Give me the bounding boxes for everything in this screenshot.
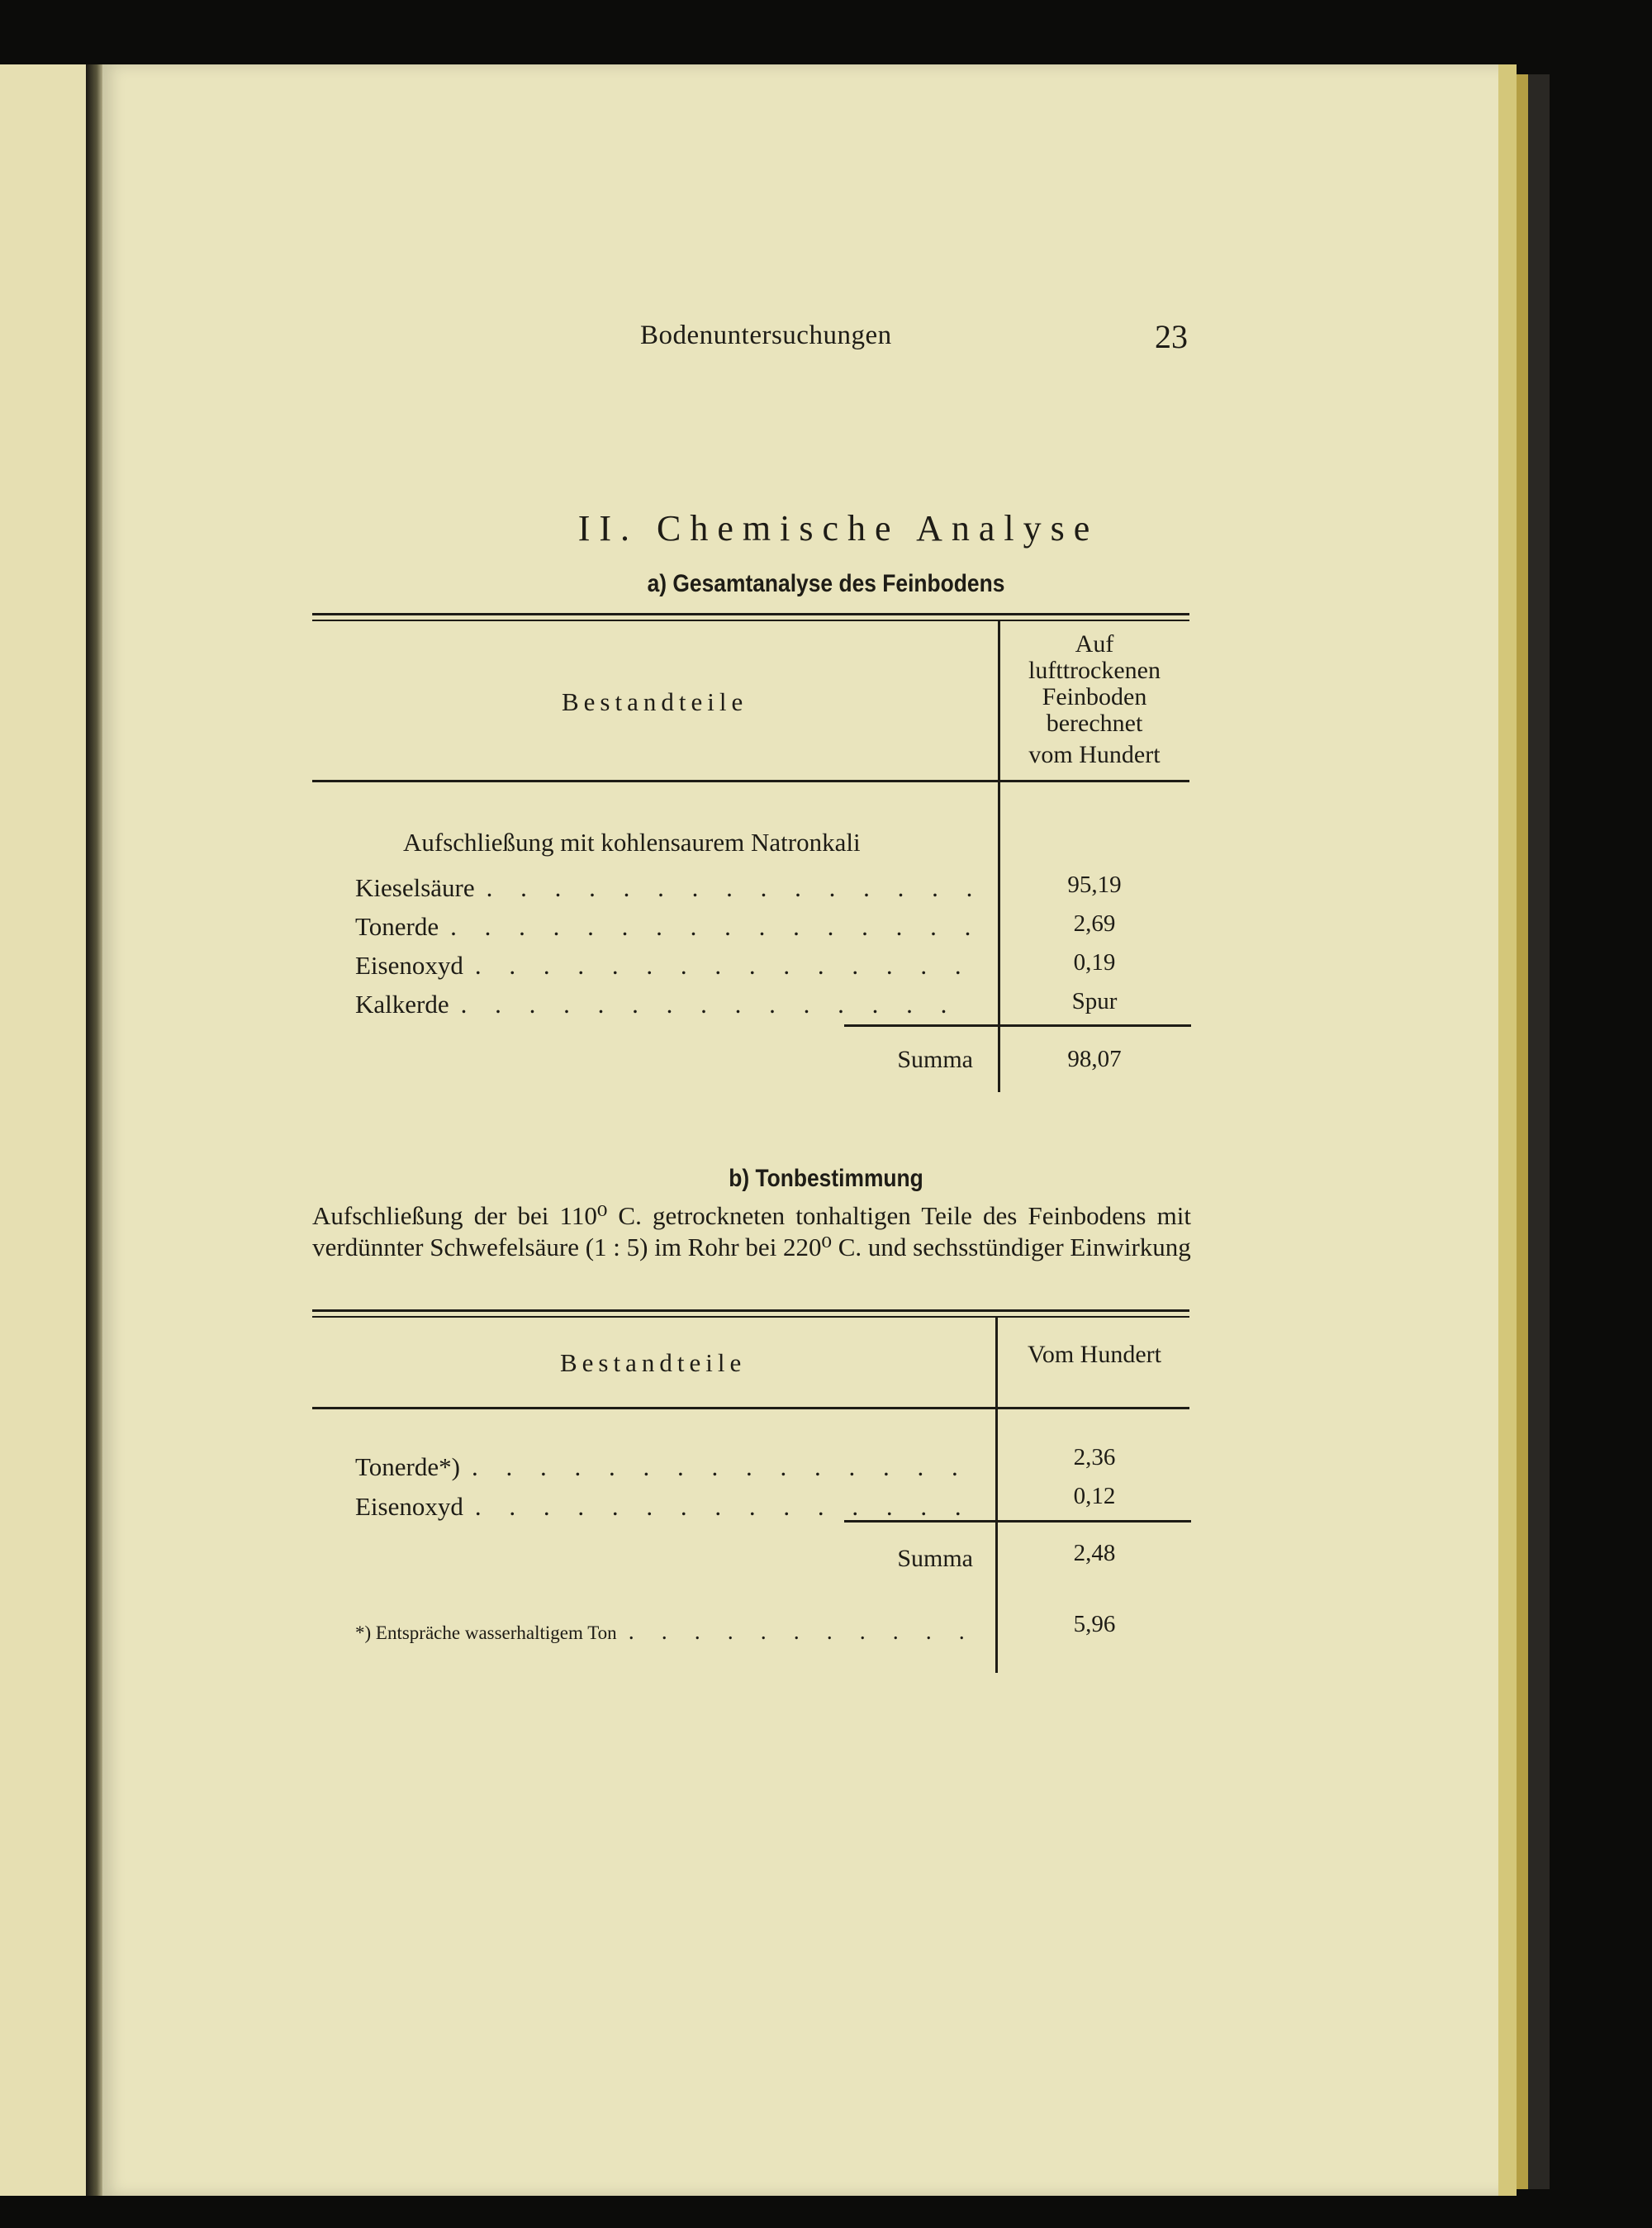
book-page [102, 64, 1505, 2196]
header-line: vom Hundert [1028, 741, 1161, 768]
table-a-sum-label: Summa [897, 1046, 973, 1073]
table-b-column-divider [995, 1318, 998, 1673]
table-row-label [355, 990, 975, 1019]
page-number: 23 [1155, 318, 1188, 355]
page-header [0, 318, 1652, 362]
table-a-col1-header: Bestandteile [562, 687, 748, 716]
table-b-title: b) Tonbestimmung [729, 1165, 923, 1192]
book-cover-edge [1528, 74, 1550, 2189]
table-b-top-rule-2 [312, 1316, 1189, 1318]
table-row-label [355, 912, 975, 942]
table-a-top-rule-2 [312, 620, 1189, 621]
table-a-top-rule [312, 613, 1189, 615]
header-line: Auf [1075, 630, 1114, 658]
running-head: Bodenuntersuchungen [640, 321, 892, 350]
header-line: lufttrockenen [1028, 657, 1161, 684]
table-row-value: 2,36 [1073, 1444, 1116, 1470]
table-row-label [355, 873, 975, 903]
page-edge [1498, 64, 1517, 2196]
section-title: II. Chemische Analyse [577, 508, 1099, 549]
table-b-col1-header: Bestandteile [560, 1348, 747, 1377]
table-a-sum-rule [844, 1024, 1191, 1027]
table-b-footnote-value: 5,96 [1073, 1611, 1116, 1637]
table-a-group-heading: Aufschließung mit kohlensaurem Natronkali [403, 828, 861, 857]
table-b-col2-header: Vom Hundert [1028, 1341, 1161, 1368]
table-b-top-rule [312, 1309, 1189, 1312]
table-a-col2-header [999, 631, 1189, 768]
footnote-text: *) Entspräche wasserhaltigem Ton [355, 1622, 617, 1643]
left-page-edge [0, 64, 93, 2196]
table-row-value: 95,19 [1067, 872, 1122, 898]
table-row-value: 2,69 [1073, 910, 1116, 937]
book-gutter [86, 64, 104, 2196]
row-label-text: Tonerde [355, 912, 439, 941]
row-label-text: Eisenoxyd [355, 951, 463, 980]
table-b-description: Aufschließung der bei 110⁰ C. getrockneten tonhaltigen Teile des Feinbodens mit verdünnter Schwefelsäure (1 : 5) im Rohr bei 220⁰ C. und sechsstündiger Einwirkung [312, 1201, 1191, 1261]
table-b-footnote [355, 1619, 975, 1646]
table-b-sum-label: Summa [897, 1545, 973, 1572]
table-b-sum-value: 2,48 [1073, 1540, 1116, 1566]
header-line: berechnet [1046, 710, 1143, 737]
table-b-sum-rule [844, 1520, 1191, 1523]
row-label-text: Kalkerde [355, 990, 449, 1019]
row-label-text: Eisenoxyd [355, 1492, 463, 1521]
row-label-text: Tonerde*) [355, 1452, 460, 1481]
table-row-label [355, 1452, 975, 1482]
table-row-value: 0,12 [1073, 1483, 1116, 1509]
table-row-label [355, 951, 975, 981]
row-label-text: Kieselsäure [355, 873, 475, 902]
page-stack-edge [1517, 74, 1528, 2189]
table-a-sum-value: 98,07 [1067, 1046, 1122, 1072]
table-row-value: 0,19 [1073, 949, 1116, 976]
header-line: Feinboden [1042, 683, 1147, 710]
table-b-header-rule [312, 1407, 1189, 1409]
table-a-header-rule [312, 780, 1189, 782]
table-a-title: a) Gesamtanalyse des Feinbodens [647, 570, 1005, 597]
table-row-label [355, 1492, 975, 1522]
table-row-value: Spur [1071, 988, 1118, 1014]
